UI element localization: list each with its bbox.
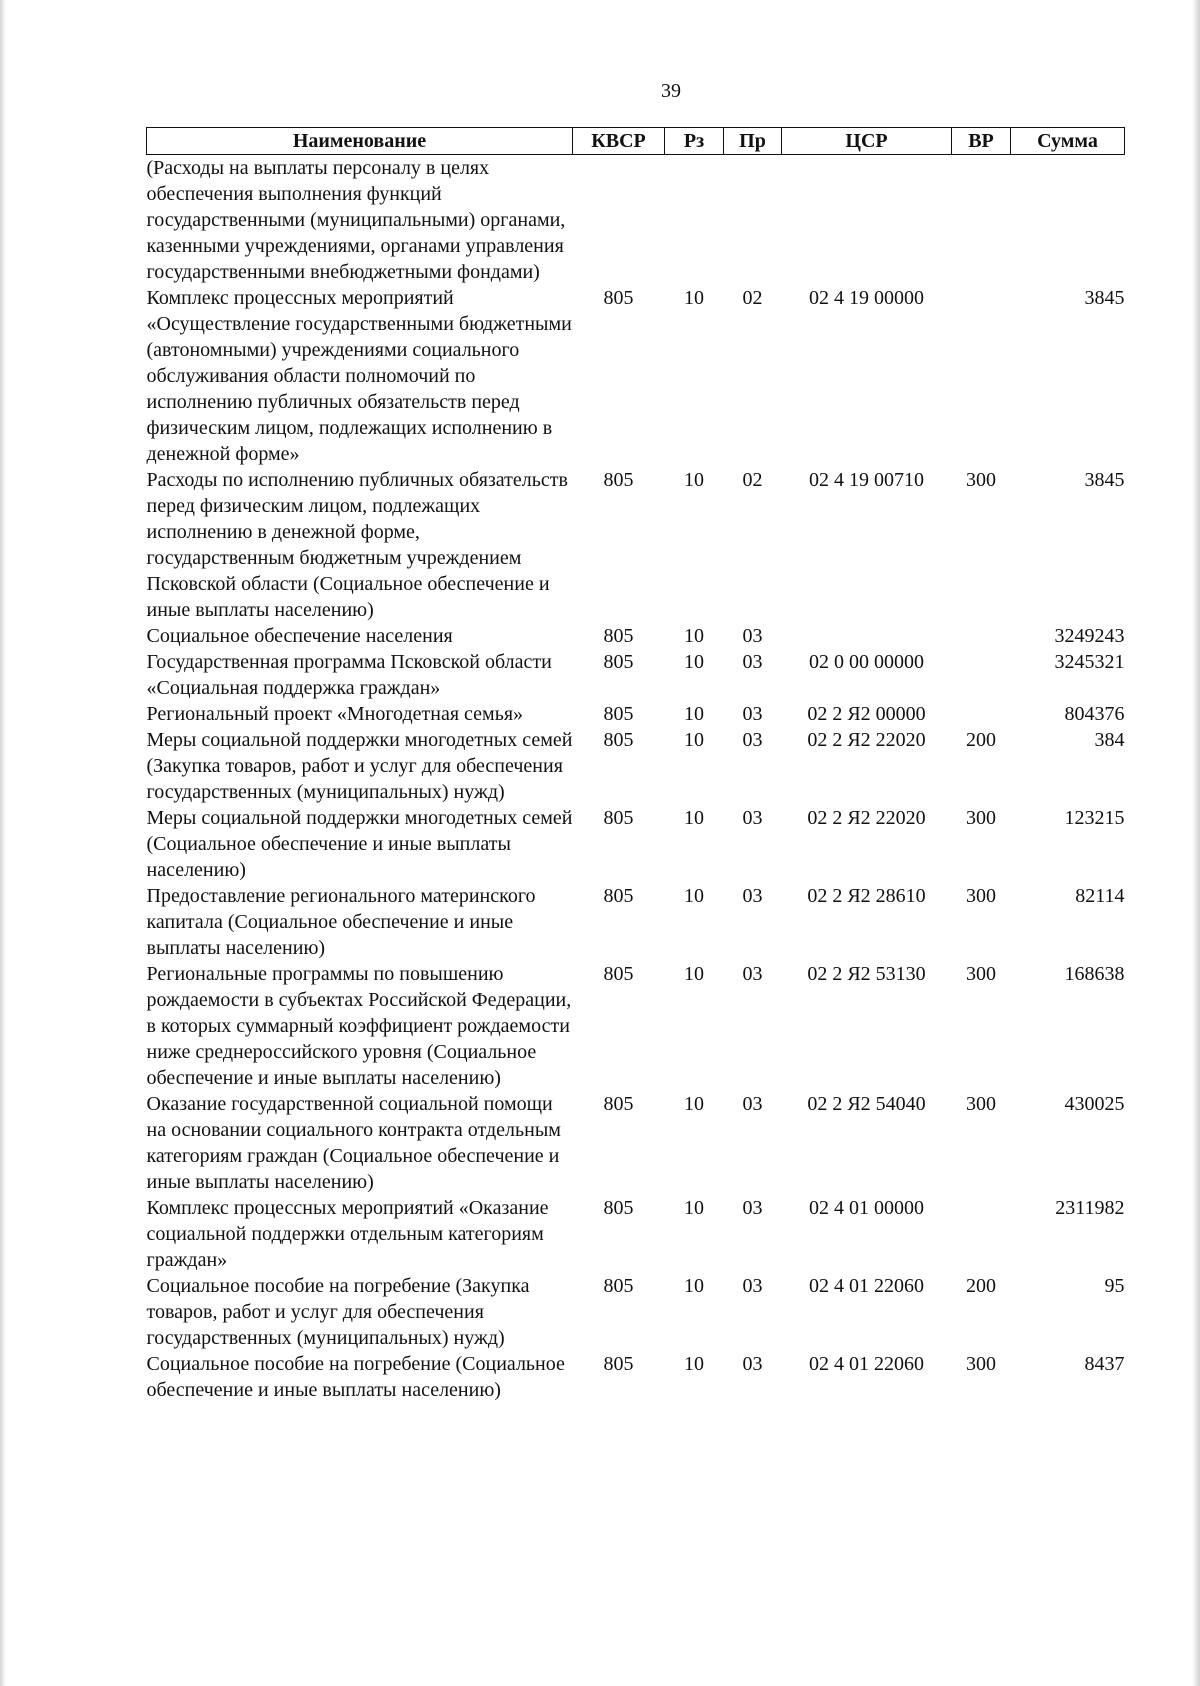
scan-edge-right [1192,0,1200,1686]
table-row [147,649,1125,701]
row-pr-cell: 03 [742,703,763,725]
row-pr-cell [724,155,782,286]
row-csr-cell: 02 4 19 00000 [809,287,924,309]
table-row [147,961,1125,1091]
table-header [147,128,1125,155]
row-rz-cell: 10 [684,963,704,985]
row-kvsr-cell: 805 [603,1093,634,1115]
row-csr-cell: 02 0 00 00000 [809,651,924,673]
row-csr-cell: 02 2 Я2 53130 [807,963,926,985]
row-rz-cell: 10 [684,625,704,647]
row-sum-cell: 3845 [1084,287,1125,309]
row-name-cell: Социальное пособие на погребение (Социальное обеспечение и иные выплаты населению) [146,1353,565,1401]
row-csr-cell: 02 2 Я2 54040 [807,1093,926,1115]
row-pr-cell: 03 [742,1353,763,1375]
row-vr-cell [952,1195,1011,1273]
row-kvsr-cell: 805 [603,625,634,647]
row-vr-cell: 300 [966,807,996,829]
row-vr-cell: 300 [966,885,996,907]
header-pr: Пр [724,128,782,155]
row-sum-cell: 804376 [1064,703,1125,725]
header-sum: Сумма [1011,128,1125,155]
header-kvsr: КВСР [573,128,665,155]
row-name-cell: Оказание государственной социальной помощи на основании социального контракта отдельным категориям граждан (Социальное обеспечение и иные выплаты населению) [146,1093,561,1193]
row-vr-cell: 300 [966,1353,996,1375]
row-kvsr-cell: 805 [603,807,634,829]
table-row [147,155,1125,286]
row-rz-cell: 10 [684,651,704,673]
row-pr-cell: 03 [742,1197,763,1219]
table-row [147,285,1125,467]
row-rz-cell [665,155,724,286]
row-vr-cell [952,155,1011,286]
table-row [147,623,1125,649]
row-csr-cell: 02 2 Я2 00000 [807,703,926,725]
row-rz-cell: 10 [684,729,704,751]
row-kvsr-cell [573,155,665,286]
row-pr-cell: 03 [742,1275,763,1297]
row-sum-cell: 95 [1104,1275,1125,1297]
row-vr-cell [952,649,1011,701]
row-kvsr-cell: 805 [603,651,634,673]
row-sum-cell: 2311982 [1055,1197,1125,1219]
row-kvsr-cell: 805 [603,885,634,907]
row-pr-cell: 02 [742,287,763,309]
row-rz-cell: 10 [684,807,704,829]
row-name-cell: Государственная программа Псковской области «Социальная поддержка граждан» [146,651,552,699]
table-row [147,467,1125,623]
scan-edge-left [0,0,6,1686]
table-row [147,701,1125,727]
row-csr-cell: 02 4 01 22060 [809,1275,924,1297]
row-pr-cell: 03 [742,729,763,751]
row-kvsr-cell: 805 [603,287,634,309]
row-vr-cell [952,701,1011,727]
row-kvsr-cell: 805 [603,469,634,491]
row-vr-cell: 200 [966,729,996,751]
row-sum-cell: 430025 [1064,1093,1125,1115]
row-csr-cell [782,155,952,286]
row-csr-cell: 02 4 19 00710 [809,469,924,491]
table-row [147,1273,1125,1351]
row-kvsr-cell: 805 [603,729,634,751]
row-csr-cell [782,623,952,649]
row-rz-cell: 10 [684,703,704,725]
row-pr-cell: 02 [742,469,763,491]
row-csr-cell: 02 2 Я2 22020 [807,807,926,829]
row-pr-cell: 03 [742,625,763,647]
row-sum-cell: 8437 [1084,1353,1125,1375]
table-row [147,805,1125,883]
row-pr-cell: 03 [742,807,763,829]
row-rz-cell: 10 [684,1353,704,1375]
row-vr-cell [952,285,1011,467]
row-sum-cell [1011,155,1125,286]
row-rz-cell: 10 [684,1197,704,1219]
row-name-cell: (Расходы на выплаты персоналу в целях обеспечения выполнения функций государственными (муниципальными) органами, казенными учреждениями, органами управления государственными внебюджетными фондами) [146,157,566,283]
row-kvsr-cell: 805 [603,703,634,725]
table-row [147,727,1125,805]
row-pr-cell: 03 [742,963,763,985]
header-row [147,128,1125,155]
row-vr-cell: 300 [966,469,996,491]
table-row [147,1351,1125,1403]
row-kvsr-cell: 805 [603,1197,634,1219]
header-name: Наименование [147,128,573,155]
row-name-cell: Меры социальной поддержки многодетных семей (Закупка товаров, работ и услуг для обеспечения государственных (муниципальных) нужд) [146,729,573,803]
row-rz-cell: 10 [684,885,704,907]
row-name-cell: Социальное пособие на погребение (Закупка товаров, работ и услуг для обеспечения государственных (муниципальных) нужд) [146,1275,530,1349]
row-rz-cell: 10 [684,287,704,309]
header-csr: ЦСР [782,128,952,155]
row-sum-cell: 3249243 [1054,625,1125,647]
row-vr-cell: 300 [966,1093,996,1115]
table-row [147,1195,1125,1273]
row-rz-cell: 10 [684,469,704,491]
row-kvsr-cell: 805 [603,1275,634,1297]
row-kvsr-cell: 805 [603,1353,634,1375]
row-vr-cell [952,623,1011,649]
row-name-cell: Комплекс процессных мероприятий «Оказание социальной поддержки отдельным категориям граждан» [146,1197,549,1271]
row-sum-cell: 168638 [1064,963,1125,985]
row-sum-cell: 384 [1094,729,1125,751]
row-csr-cell: 02 2 Я2 28610 [807,885,926,907]
row-name-cell: Региональный проект «Многодетная семья» [146,703,524,725]
page-number: 39 [661,80,681,102]
row-kvsr-cell: 805 [603,963,634,985]
header-vr: ВР [952,128,1011,155]
row-name-cell: Меры социальной поддержки многодетных семей (Социальное обеспечение и иные выплаты населению) [146,807,573,881]
row-rz-cell: 10 [684,1093,704,1115]
row-name-cell: Предоставление регионального материнского капитала (Социальное обеспечение и иные выплаты населению) [146,885,536,959]
row-sum-cell: 123215 [1064,807,1125,829]
row-csr-cell: 02 2 Я2 22020 [807,729,926,751]
row-name-cell: Комплекс процессных мероприятий «Осуществление государственными бюджетными (автономными) учреждениями социального обслуживания области полномочий по исполнению публичных обязательств перед физическим лицом, подлежащих исполнению в денежной форме» [146,287,572,465]
row-csr-cell: 02 4 01 22060 [809,1353,924,1375]
row-name-cell: Социальное обеспечение населения [146,625,453,647]
row-rz-cell: 10 [684,1275,704,1297]
row-name-cell: Региональные программы по повышению рождаемости в субъектах Российской Федерации, в которых суммарный коэффициент рождаемости ниже среднероссийского уровня (Социальное обеспечение и иные выплаты населению) [146,963,572,1089]
row-pr-cell: 03 [742,651,763,673]
header-rz: Рз [665,128,724,155]
budget-table [146,127,1125,1403]
row-sum-cell: 3245321 [1054,651,1125,673]
row-pr-cell: 03 [742,1093,763,1115]
row-sum-cell: 3845 [1084,469,1125,491]
row-vr-cell: 200 [966,1275,996,1297]
row-vr-cell: 300 [966,963,996,985]
row-csr-cell: 02 4 01 00000 [809,1197,924,1219]
row-sum-cell: 82114 [1075,885,1125,907]
row-pr-cell: 03 [742,885,763,907]
table-row [147,883,1125,961]
row-name-cell: Расходы по исполнению публичных обязательств перед физическим лицом, подлежащих исполнению в денежной форме, государственным бюджетным учреждением Псковской области (Социальное обеспечение и иные выплаты населению) [146,469,568,621]
table-body [147,155,1125,1404]
table-row [147,1091,1125,1195]
